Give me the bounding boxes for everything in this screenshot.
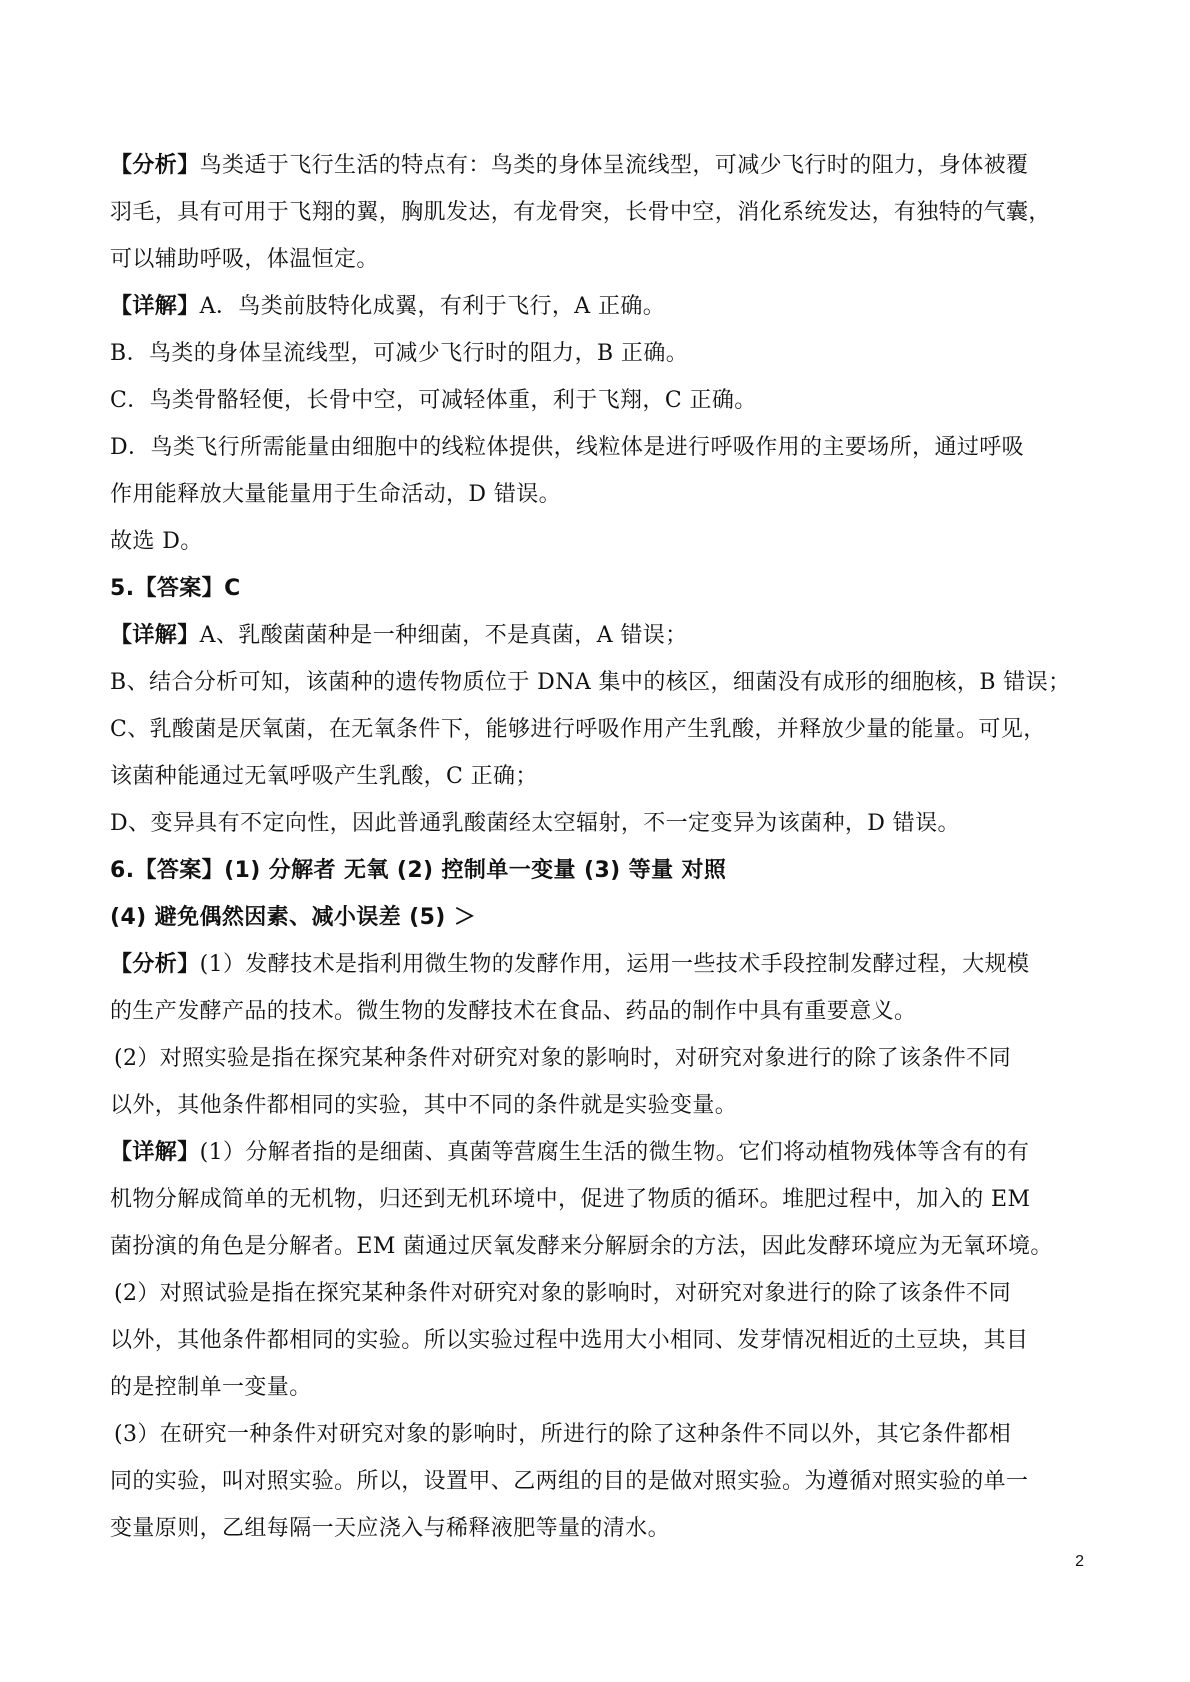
line-text: 羽毛，具有可用于飞翔的翼，胸肌发达，有龙骨突，长骨中空，消化系统发达，有独特的气囊，: [110, 200, 1051, 225]
line-text: 以外，其他条件都相同的实验，其中不同的条件就是实验变量。: [110, 1093, 738, 1118]
section-tag: 【详解】: [110, 1140, 200, 1165]
line-text: (2）对照实验是指在探究某种条件对研究对象的影响时，对研究对象进行的除了该条件不同: [114, 1046, 1011, 1071]
section-tag: 【详解】: [110, 623, 200, 648]
line-text: 鸟类适于飞行生活的特点有：鸟类的身体呈流线型，可减少飞行时的阻力，身体被覆: [199, 153, 1029, 178]
section-tag: 【分析】: [110, 153, 200, 178]
line-text: B．鸟类的身体呈流线型，可减少飞行时的阻力，B 正确。: [110, 341, 689, 366]
text-line: [110, 1176, 1085, 1223]
text-line: [110, 1223, 1085, 1270]
text-line: [110, 800, 1085, 847]
line-text: 的是控制单一变量。: [110, 1375, 312, 1400]
text-line: [110, 1317, 1085, 1364]
line-text: (4) 避免偶然因素、减小误差 (5) ＞: [110, 905, 477, 930]
line-text: B、结合分析可知，该菌种的遗传物质位于 DNA 集中的核区，细菌没有成形的细胞核，B 错误；: [110, 670, 1071, 695]
line-text: 变量原则，乙组每隔一天应浇入与稀释液肥等量的清水。: [110, 1516, 671, 1541]
text-line: [110, 1129, 1085, 1176]
line-text: 该菌种能通过无氧呼吸产生乳酸，C 正确；: [110, 764, 538, 789]
text-line: [110, 1505, 1085, 1552]
line-text: 以外，其他条件都相同的实验。所以实验过程中选用大小相同、发芽情况相近的土豆块，其目: [110, 1328, 1029, 1353]
text-line: [110, 189, 1085, 236]
text-line: [110, 377, 1085, 424]
answer-content: [110, 142, 1085, 1552]
line-text: 故选 D。: [110, 529, 203, 554]
text-line: [110, 1270, 1085, 1317]
text-line: [110, 753, 1085, 800]
line-text: 6.【答案】(1) 分解者 无氧 (2) 控制单一变量 (3) 等量 对照: [110, 858, 727, 883]
text-line: [110, 283, 1085, 330]
line-text: A．鸟类前肢特化成翼，有利于飞行，A 正确。: [199, 294, 666, 319]
line-text: (1）发酵技术是指利用微生物的发酵作用，运用一些技术手段控制发酵过程，大规模: [199, 952, 1030, 977]
line-text: D．鸟类飞行所需能量由细胞中的线粒体提供，线粒体是进行呼吸作用的主要场所，通过呼吸: [110, 435, 1025, 460]
text-line: [110, 706, 1085, 753]
line-text: 同的实验，叫对照实验。所以，设置甲、乙两组的目的是做对照实验。为遵循对照实验的单一: [110, 1469, 1029, 1494]
line-text: C、乳酸菌是厌氧菌，在无氧条件下，能够进行呼吸作用产生乳酸，并释放少量的能量。可见，: [110, 717, 1046, 742]
line-text: 作用能释放大量能量用于生命活动，D 错误。: [110, 482, 562, 507]
line-text: C．鸟类骨骼轻便，长骨中空，可减轻体重，利于飞翔，C 正确。: [110, 388, 757, 413]
section-tag: 【详解】: [110, 294, 200, 319]
text-line: [110, 236, 1085, 283]
text-line: [110, 659, 1085, 706]
line-text: (1）分解者指的是细菌、真菌等营腐生生活的微生物。它们将动植物残体等含有的有: [199, 1140, 1030, 1165]
line-text: 机物分解成简单的无机物，归还到无机环境中，促进了物质的循环。堆肥过程中，加入的 EM: [110, 1187, 1031, 1212]
line-text: 可以辅助呼吸，体温恒定。: [110, 247, 379, 272]
page-number: 2: [1075, 1553, 1084, 1570]
text-line: [110, 1035, 1085, 1082]
line-text: (3）在研究一种条件对研究对象的影响时，所进行的除了这种条件不同以外，其它条件都相: [114, 1422, 1011, 1447]
text-line: [110, 142, 1085, 189]
line-text: 的生产发酵产品的技术。微生物的发酵技术在食品、药品的制作中具有重要意义。: [110, 999, 917, 1024]
line-text: (2）对照试验是指在探究某种条件对研究对象的影响时，对研究对象进行的除了该条件不同: [114, 1281, 1011, 1306]
text-line: [110, 941, 1085, 988]
text-line: [110, 518, 1085, 565]
section-tag: 【分析】: [110, 952, 200, 977]
answer-line: [110, 565, 1085, 612]
answer-line: [110, 847, 1085, 894]
line-text: 菌扮演的角色是分解者。EM 菌通过厌氧发酵来分解厨余的方法，因此发酵环境应为无氧环境。: [110, 1234, 1053, 1259]
line-text: 5.【答案】C: [110, 576, 241, 601]
answer-line: [110, 894, 1085, 941]
text-line: [110, 612, 1085, 659]
text-line: [110, 424, 1085, 471]
text-line: [110, 1082, 1085, 1129]
text-line: [110, 471, 1085, 518]
text-line: [110, 330, 1085, 377]
text-line: [110, 1364, 1085, 1411]
text-line: [110, 1411, 1085, 1458]
line-text: D、变异具有不定向性，因此普通乳酸菌经太空辐射，不一定变异为该菌种，D 错误。: [110, 811, 960, 836]
text-line: [110, 988, 1085, 1035]
text-line: [110, 1458, 1085, 1505]
line-text: A、乳酸菌菌种是一种细菌，不是真菌，A 错误；: [199, 623, 688, 648]
